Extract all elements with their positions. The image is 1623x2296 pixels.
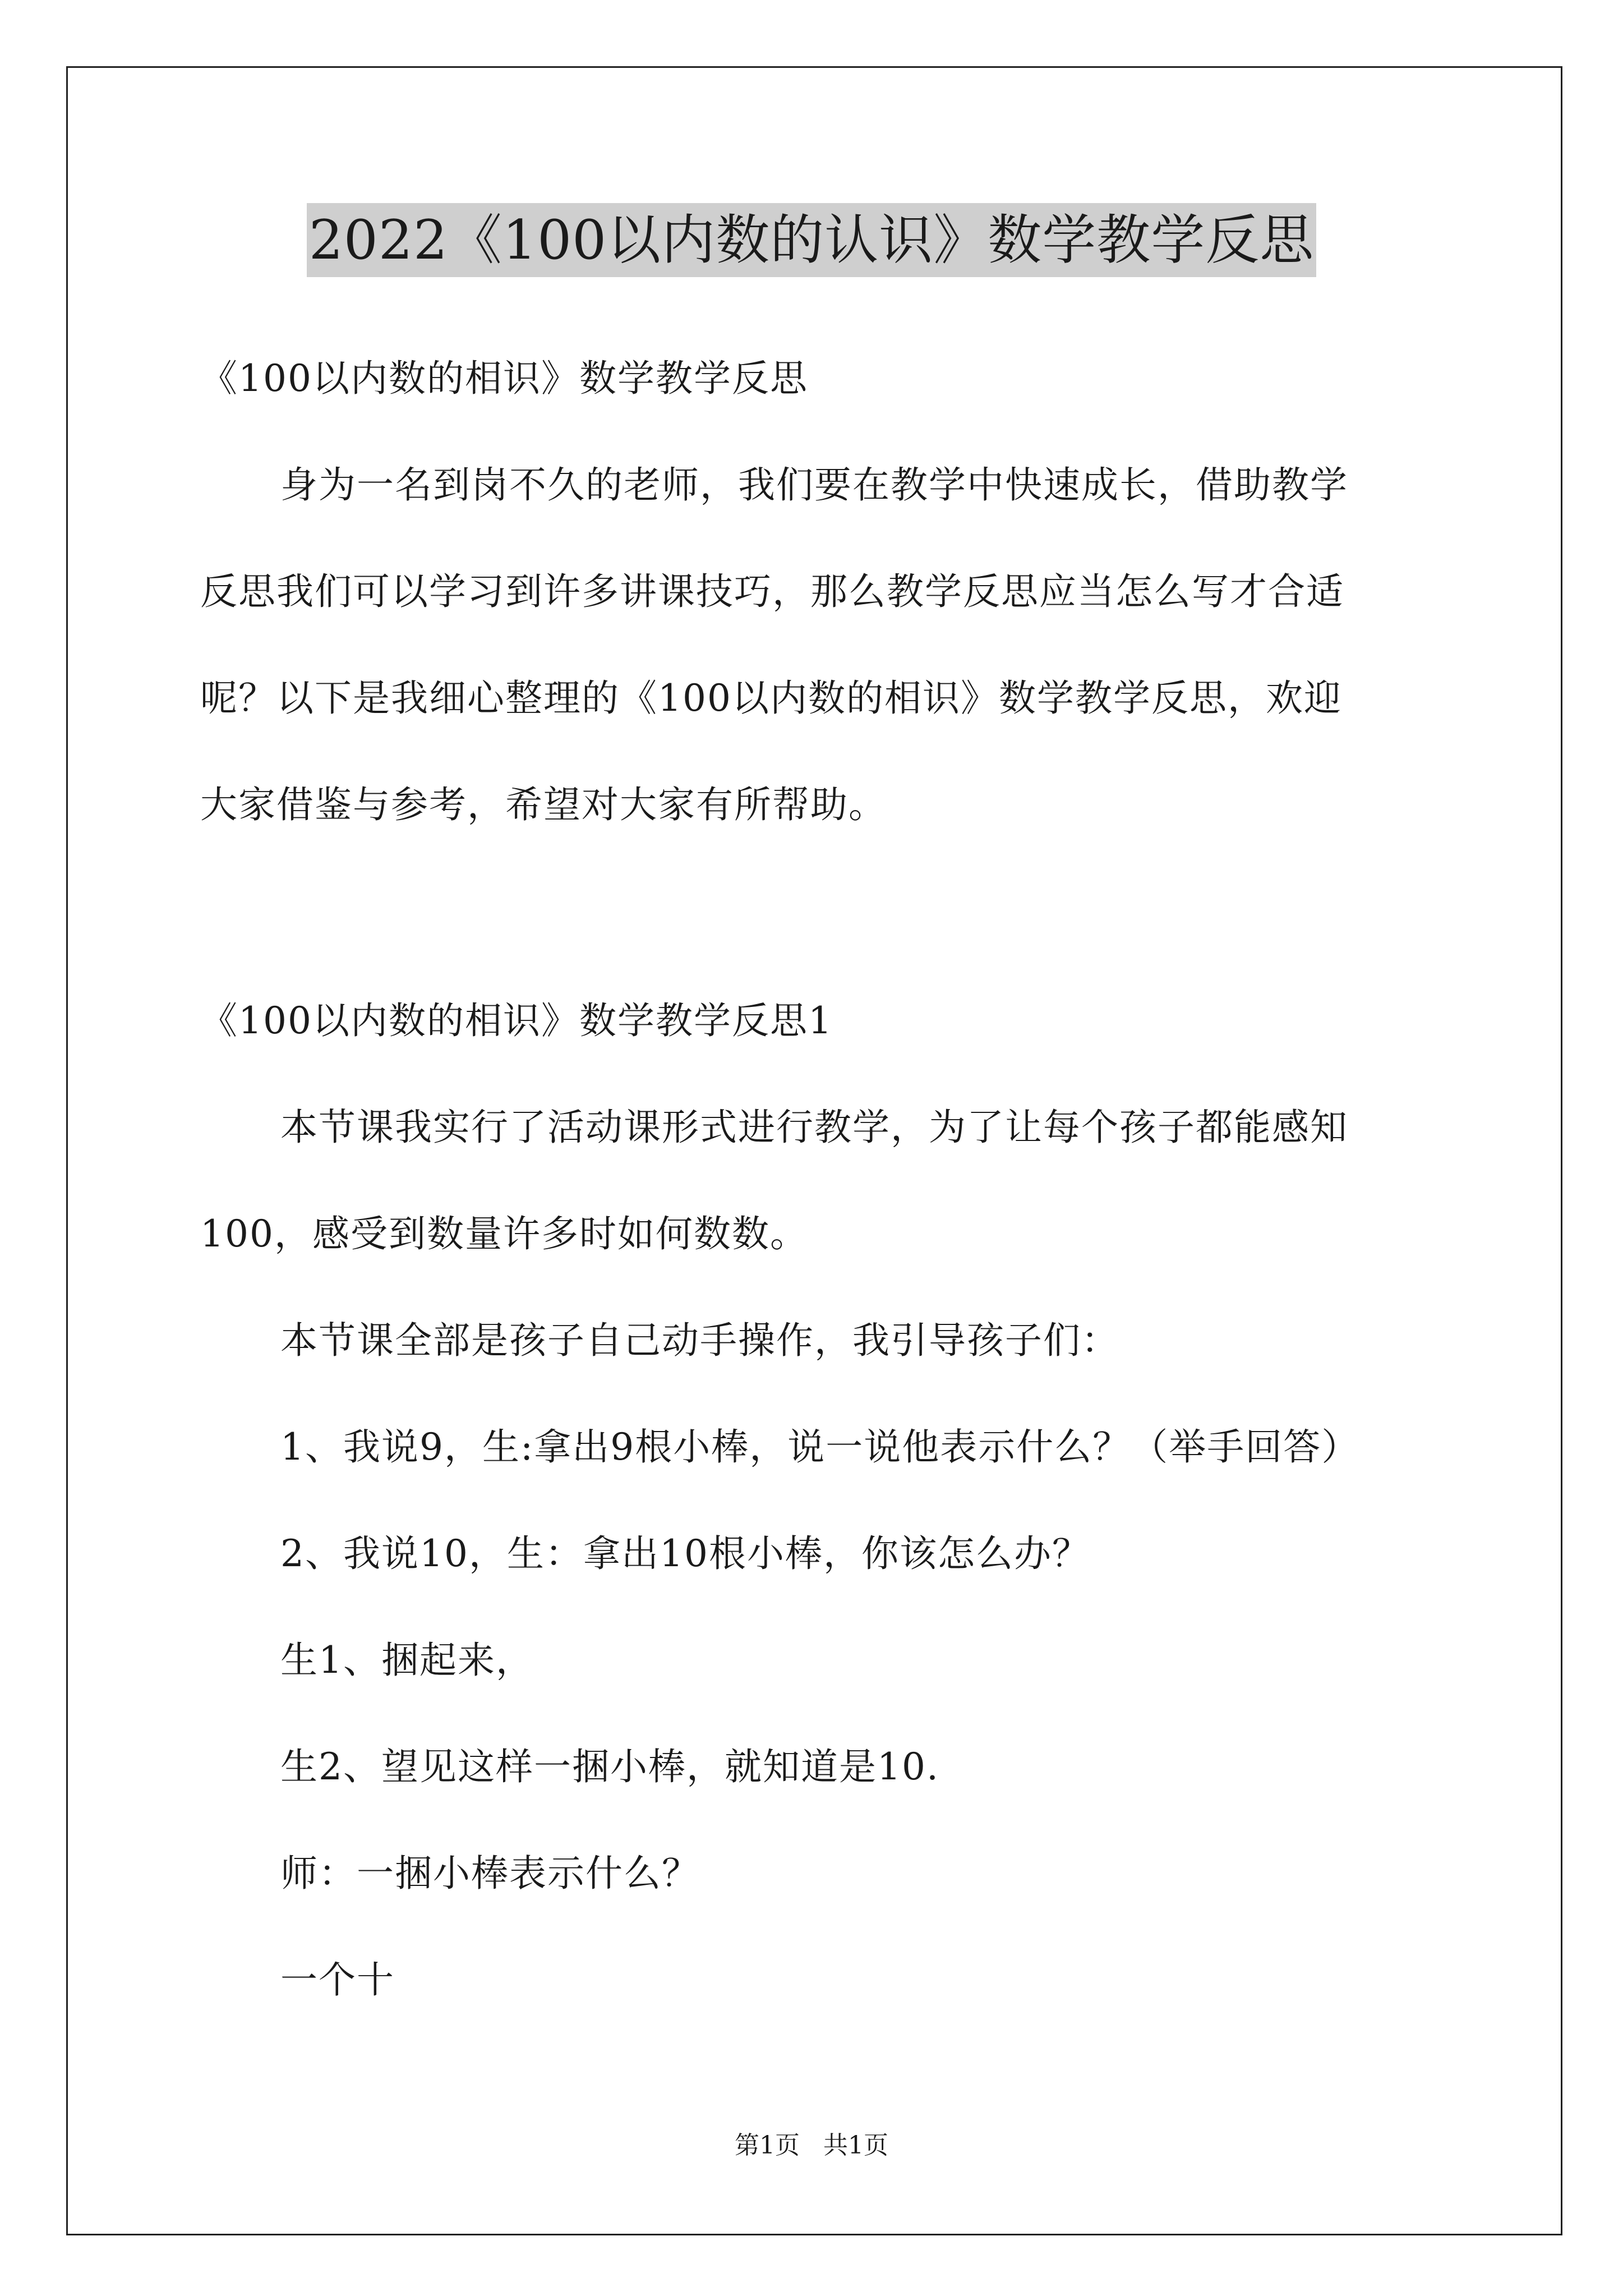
intro-line-2: 反思我们可以学习到许多讲课技巧，那么教学反思应当怎么写才合适 <box>200 570 1344 613</box>
body-line-6: 生1、捆起来， <box>280 1639 534 1682</box>
page-footer: 第1页 共1页 <box>735 2131 888 2160</box>
subtitle: 《100以内数的相识》数学教学反思 <box>200 357 808 400</box>
document-title: 2022《100以内数的认识》数学教学反思 <box>307 203 1317 277</box>
body-line-5: 2、我说10，生：拿出10根小棒，你该怎么办？ <box>280 1532 1090 1575</box>
body-line-2: 100，感受到数量许多时如何数数。 <box>200 1212 808 1255</box>
section-heading: 《100以内数的相识》数学教学反思1 <box>200 999 833 1042</box>
body-line-9: 一个十 <box>280 1958 395 2001</box>
title-container <box>0 203 1623 277</box>
body-line-4: 1、我说9，生:拿出9根小棒，说一说他表示什么？（举手回答） <box>280 1425 1360 1469</box>
body-line-1: 本节课我实行了活动课形式进行教学，为了让每个孩子都能感知 <box>280 1106 1348 1149</box>
body-line-7: 生2、望见这样一捆小棒，就知道是10. <box>280 1745 939 1788</box>
intro-line-1: 身为一名到岗不久的老师，我们要在教学中快速成长，借助教学 <box>280 463 1348 507</box>
body-line-8: 师：一捆小棒表示什么？ <box>280 1852 700 1895</box>
intro-line-3: 呢？以下是我细心整理的《100以内数的相识》数学教学反思，欢迎 <box>200 677 1342 720</box>
intro-line-4: 大家借鉴与参考，希望对大家有所帮助。 <box>200 783 887 826</box>
body-line-3: 本节课全部是孩子自己动手操作，我引导孩子们： <box>280 1319 1119 1362</box>
